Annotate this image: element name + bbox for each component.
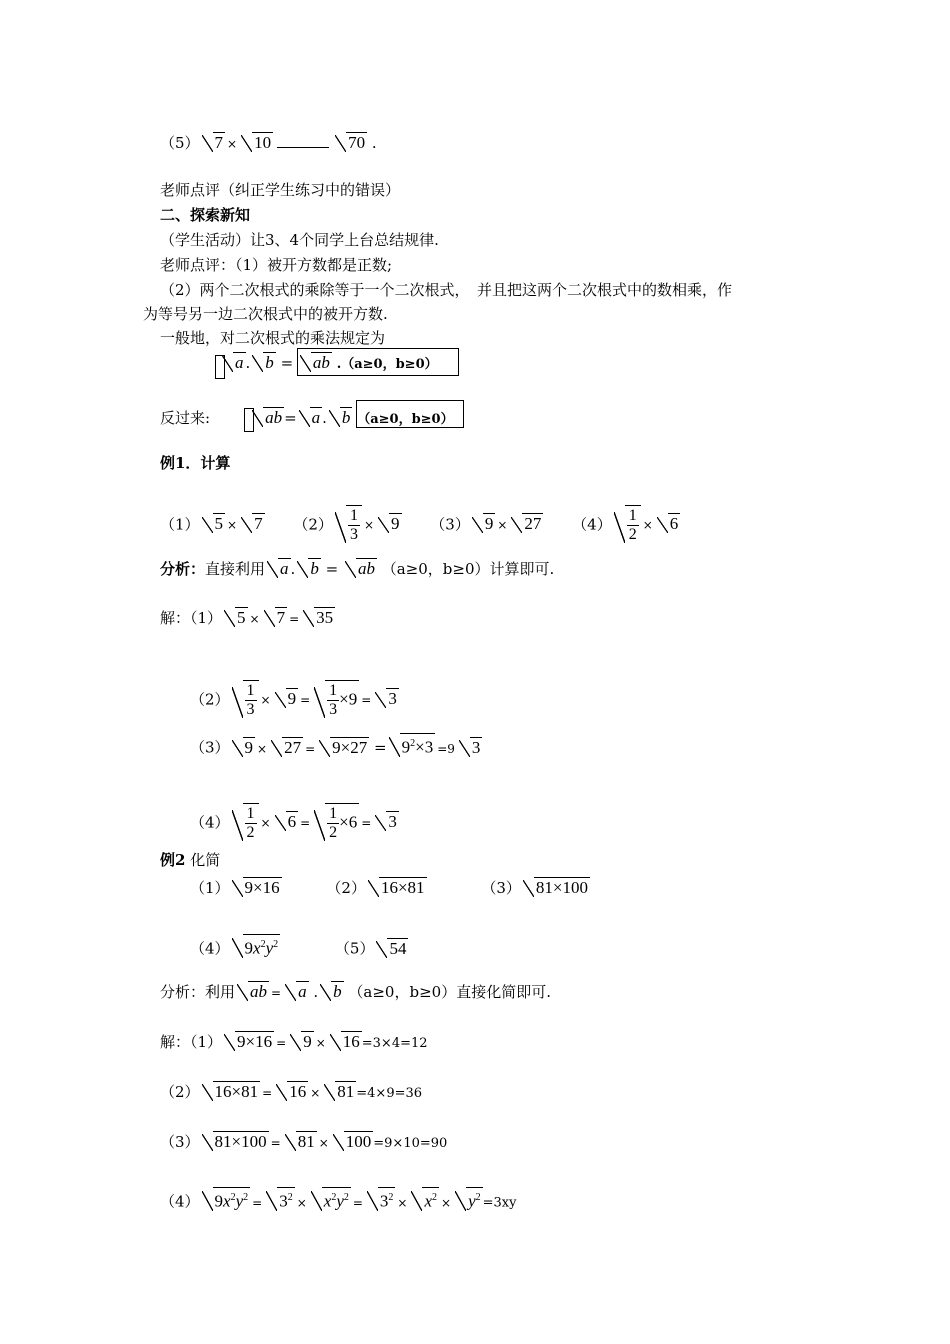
fraction: [348, 507, 360, 544]
radicand: 9: [484, 514, 494, 534]
radicand: b: [341, 408, 351, 427]
rule-intro: 一般地，对二次根式的乘法规定为: [160, 329, 386, 347]
factor: ×3: [415, 737, 434, 757]
item-label: （4）: [190, 813, 230, 832]
radicand: 54: [389, 938, 407, 958]
times-sign: ×: [227, 518, 238, 533]
solution-2-4: [160, 1187, 516, 1214]
times-sign: ×: [642, 518, 653, 533]
equals: =: [284, 409, 297, 427]
radical: [232, 803, 259, 842]
radical: $3^2$: [367, 1187, 396, 1212]
times-sign: ×: [260, 816, 271, 831]
radicand: 16: [289, 1082, 307, 1101]
solution-1-3: [190, 733, 482, 759]
coefficient: =9: [437, 741, 455, 756]
multiplication-rule: [220, 352, 438, 375]
radical: [241, 513, 265, 534]
variable: x: [323, 1191, 332, 1211]
radicand: 5: [237, 608, 246, 627]
radical: $9^2\times 3$: [389, 733, 436, 758]
answer-blank[interactable]: [277, 147, 329, 148]
radicand: 81×100: [214, 1132, 267, 1151]
radicand: 7: [276, 608, 286, 627]
item-label: （4）: [572, 515, 612, 534]
solution-2-1: [160, 1031, 428, 1054]
equals: =: [352, 1195, 363, 1210]
factor: ×6: [339, 812, 358, 832]
radicand: 81×100: [535, 878, 588, 897]
radical: [375, 688, 399, 709]
radical: [202, 1081, 261, 1102]
times-sign: ×: [497, 518, 508, 533]
solution-2-2: [160, 1081, 422, 1104]
radicand: 16×81: [380, 878, 425, 897]
radicand: b: [333, 982, 342, 1001]
times-sign: ×: [227, 137, 238, 151]
equals: =: [262, 1086, 273, 1100]
radical: [285, 981, 309, 1002]
radicand: 6: [669, 514, 679, 534]
radicand: 9: [391, 514, 400, 534]
radical: [202, 513, 226, 534]
equals: =: [305, 741, 316, 756]
practice-5: [160, 132, 377, 154]
radicand: a: [280, 559, 289, 578]
analysis-2: [160, 981, 551, 1003]
fraction: [627, 507, 639, 544]
radicand: 81: [297, 1132, 315, 1151]
radical: [222, 352, 246, 373]
times-sign: ×: [249, 612, 260, 626]
radicand: 9: [244, 737, 254, 757]
times-sign: ×: [315, 1036, 326, 1050]
radicand: b: [310, 559, 319, 578]
radicand: 100: [345, 1132, 372, 1151]
numerator: 1: [246, 805, 255, 822]
radical: [330, 1031, 362, 1052]
variable: x: [253, 938, 261, 958]
radical: [241, 132, 273, 153]
radical: [345, 558, 377, 579]
coefficient: 9: [244, 938, 254, 958]
radicand: 3: [388, 689, 397, 709]
radicand: 16: [342, 1032, 360, 1051]
radicand: 9: [303, 1032, 312, 1051]
item-label: （3）: [160, 1133, 200, 1151]
dot: .: [322, 409, 327, 427]
item-label: （2）: [326, 879, 366, 897]
radical: [333, 1131, 374, 1152]
times-sign: ×: [257, 741, 268, 756]
equals: =: [252, 1195, 263, 1210]
radical: [376, 938, 408, 959]
example-1-problems: [160, 505, 680, 544]
equals: =: [271, 986, 282, 1000]
radicand: 9×27: [332, 737, 368, 757]
solution-2-3: [160, 1131, 447, 1154]
radical: [324, 1081, 356, 1102]
times-sign: ×: [363, 518, 374, 533]
item-label: （4）: [160, 1192, 200, 1211]
variable: y: [265, 938, 274, 958]
item-label: （3）: [430, 515, 470, 534]
radicand: 9: [287, 689, 297, 709]
teacher-review-1: 老师点评（纠正学生练习中的错误）: [160, 181, 401, 199]
title: 化简: [185, 851, 221, 869]
label: 分析：: [160, 560, 206, 578]
radical: [297, 558, 321, 579]
dot: .: [313, 983, 319, 1001]
radicand: 27: [524, 514, 542, 534]
radicand: 5: [214, 514, 224, 534]
radical: [232, 680, 259, 719]
dot: .: [290, 560, 296, 578]
factor: ×9: [339, 689, 358, 709]
radical: [314, 803, 359, 842]
equals: =: [374, 738, 387, 757]
radical: [614, 505, 641, 544]
equals: =: [361, 693, 372, 708]
radical: [264, 607, 288, 628]
numerator: 1: [349, 507, 358, 524]
times-sign: ×: [441, 1195, 452, 1210]
radical: $y^2$: [455, 1187, 483, 1212]
fraction: [245, 682, 257, 719]
radicand: 35: [316, 608, 334, 627]
radical: [375, 811, 399, 832]
numerator: 1: [329, 682, 338, 699]
equals: =: [280, 354, 294, 372]
base: 3: [279, 1191, 288, 1211]
radicand: a: [235, 353, 244, 372]
times-sign: ×: [310, 1086, 321, 1100]
variable: x: [424, 1191, 433, 1211]
radical: $9x^2y^2$: [202, 1187, 251, 1212]
radical: $3^2$: [266, 1187, 295, 1212]
radicand: 3: [388, 812, 397, 832]
radicand: a: [311, 408, 321, 427]
radicand: 70: [348, 133, 366, 152]
student-activity: （学生活动）让3、4个同学上台总结规律.: [160, 231, 439, 249]
result: =9×10=90: [373, 1136, 448, 1151]
denominator: 2: [628, 526, 637, 543]
denominator: 3: [246, 701, 255, 718]
radical: [335, 132, 367, 153]
example-2-title: [160, 850, 220, 870]
item-label: （1）: [190, 879, 230, 897]
radical: [224, 1031, 274, 1052]
denominator: 3: [329, 701, 338, 718]
dot: .: [245, 354, 251, 372]
radicand: 6: [287, 812, 297, 832]
label: 分析：利用: [160, 983, 236, 1001]
radical: [271, 737, 303, 758]
variable: y: [336, 1191, 344, 1211]
radical: [252, 352, 276, 373]
result: =4×9=36: [356, 1086, 423, 1101]
times-sign: ×: [296, 1195, 307, 1210]
item-label: （1）: [160, 515, 200, 534]
result: =3×4=12: [361, 1036, 428, 1051]
equals: =: [289, 612, 300, 626]
radical: [299, 407, 323, 428]
equals: =: [300, 693, 311, 708]
radicand: 9×16: [244, 878, 280, 897]
denominator: 2: [246, 824, 255, 841]
base: 3: [379, 1191, 389, 1211]
radicand: 3: [471, 737, 481, 757]
review-point-2-cont: 为等号另一边二次根式中的被开方数.: [143, 305, 388, 323]
item-label: （2）: [190, 690, 230, 709]
radical: [275, 688, 299, 709]
radical: [368, 877, 427, 898]
text: 直接利用: [205, 560, 266, 578]
radical: [523, 877, 590, 898]
radical: [314, 680, 359, 719]
label: 解：（1）: [160, 1033, 223, 1051]
analysis-1: [160, 558, 554, 579]
solution-1-4: [190, 803, 399, 842]
radicand: ab: [357, 559, 375, 578]
label: 反过来:: [160, 409, 211, 427]
radical: [252, 407, 284, 428]
numerator: 1: [329, 805, 338, 822]
title-bold: 例2: [160, 851, 186, 869]
item-label: （2）: [293, 515, 333, 534]
item-label: （3）: [481, 879, 521, 897]
radical: [202, 1131, 269, 1152]
times-sign: ×: [318, 1136, 329, 1150]
radical: [232, 877, 282, 898]
denominator: 3: [349, 526, 358, 543]
example-2-row-2: [190, 934, 408, 959]
radical: [459, 737, 483, 758]
radical: [224, 607, 248, 628]
equals: =: [270, 1136, 281, 1150]
review-point-1: 老师点评：（1）被开方数都是正数;: [160, 256, 393, 274]
condition: （a≥0，b≥0）: [357, 412, 454, 427]
times-sign: ×: [397, 1195, 408, 1210]
radical: [267, 558, 291, 579]
radical: $x^2y^2$: [311, 1187, 351, 1212]
radical: [300, 352, 332, 373]
base: 9: [401, 737, 411, 757]
equals: =: [325, 560, 339, 578]
radicand: a: [298, 982, 307, 1001]
example-1-title: 例1．计算: [160, 454, 231, 472]
radical: [290, 1031, 314, 1052]
radical: [378, 513, 402, 534]
radicand: 27: [284, 737, 302, 757]
radicand: ab: [250, 982, 268, 1001]
solution-1-2: [190, 680, 399, 719]
radicand: 7: [214, 133, 224, 152]
variable: x: [223, 1191, 231, 1211]
section-heading: 二、探索新知: [160, 206, 251, 224]
numerator: 1: [246, 682, 255, 699]
equals: =: [276, 1036, 287, 1050]
fraction: [327, 682, 339, 719]
radical: $x^2$: [411, 1187, 439, 1212]
variable: y: [468, 1191, 476, 1211]
text: （a≥0，b≥0）计算即可.: [381, 560, 555, 578]
radical: [202, 132, 226, 153]
radicand: ab: [312, 353, 330, 372]
radical: [472, 513, 496, 534]
radicand: 7: [254, 514, 263, 534]
radical: [237, 981, 269, 1002]
fraction: [327, 805, 339, 842]
radical: $9x^2y^2$: [232, 934, 281, 959]
review-point-2: （2）两个二次根式的乘除等于一个二次根式， 并且把这两个二次根式中的数相乘，作: [160, 281, 733, 299]
condition: （a≥0，b≥0）: [341, 357, 438, 372]
equals: =: [361, 816, 372, 831]
radicand: 10: [254, 133, 272, 152]
radicand: 16×81: [214, 1082, 259, 1101]
radicand: 81: [337, 1082, 355, 1101]
numerator: 1: [628, 507, 637, 524]
result: =3xy: [482, 1195, 517, 1211]
example-2-row-1: [190, 877, 590, 898]
reverse-rule: [160, 407, 454, 430]
radical: [303, 607, 335, 628]
radical: [320, 981, 344, 1002]
label: 解：（1）: [160, 609, 223, 627]
fraction: [245, 805, 257, 842]
coefficient: 9: [214, 1191, 224, 1211]
item-label: （5）: [334, 939, 375, 958]
solution-1-1: [160, 607, 335, 629]
item-label: （2）: [160, 1083, 200, 1101]
radical: [275, 811, 299, 832]
item-label: （4）: [190, 939, 230, 958]
radical: [511, 513, 543, 534]
radical: [335, 505, 362, 544]
radicand: ab: [265, 408, 283, 427]
radical: [285, 1131, 317, 1152]
item-label: （3）: [190, 738, 230, 757]
text: （a≥0，b≥0）直接化简即可.: [348, 983, 551, 1001]
radical: [232, 737, 256, 758]
radical: [276, 1081, 308, 1102]
item-label: （5）: [160, 134, 200, 152]
times-sign: ×: [260, 693, 271, 708]
radical: [319, 737, 369, 758]
denominator: 2: [329, 824, 338, 841]
radicand: 9×16: [237, 1032, 273, 1051]
equals: =: [300, 816, 311, 831]
dot: .: [336, 357, 342, 372]
period: .: [371, 134, 377, 152]
radicand: b: [265, 353, 274, 372]
variable: y: [235, 1191, 244, 1211]
radical: [657, 513, 681, 534]
radical: [329, 407, 353, 428]
